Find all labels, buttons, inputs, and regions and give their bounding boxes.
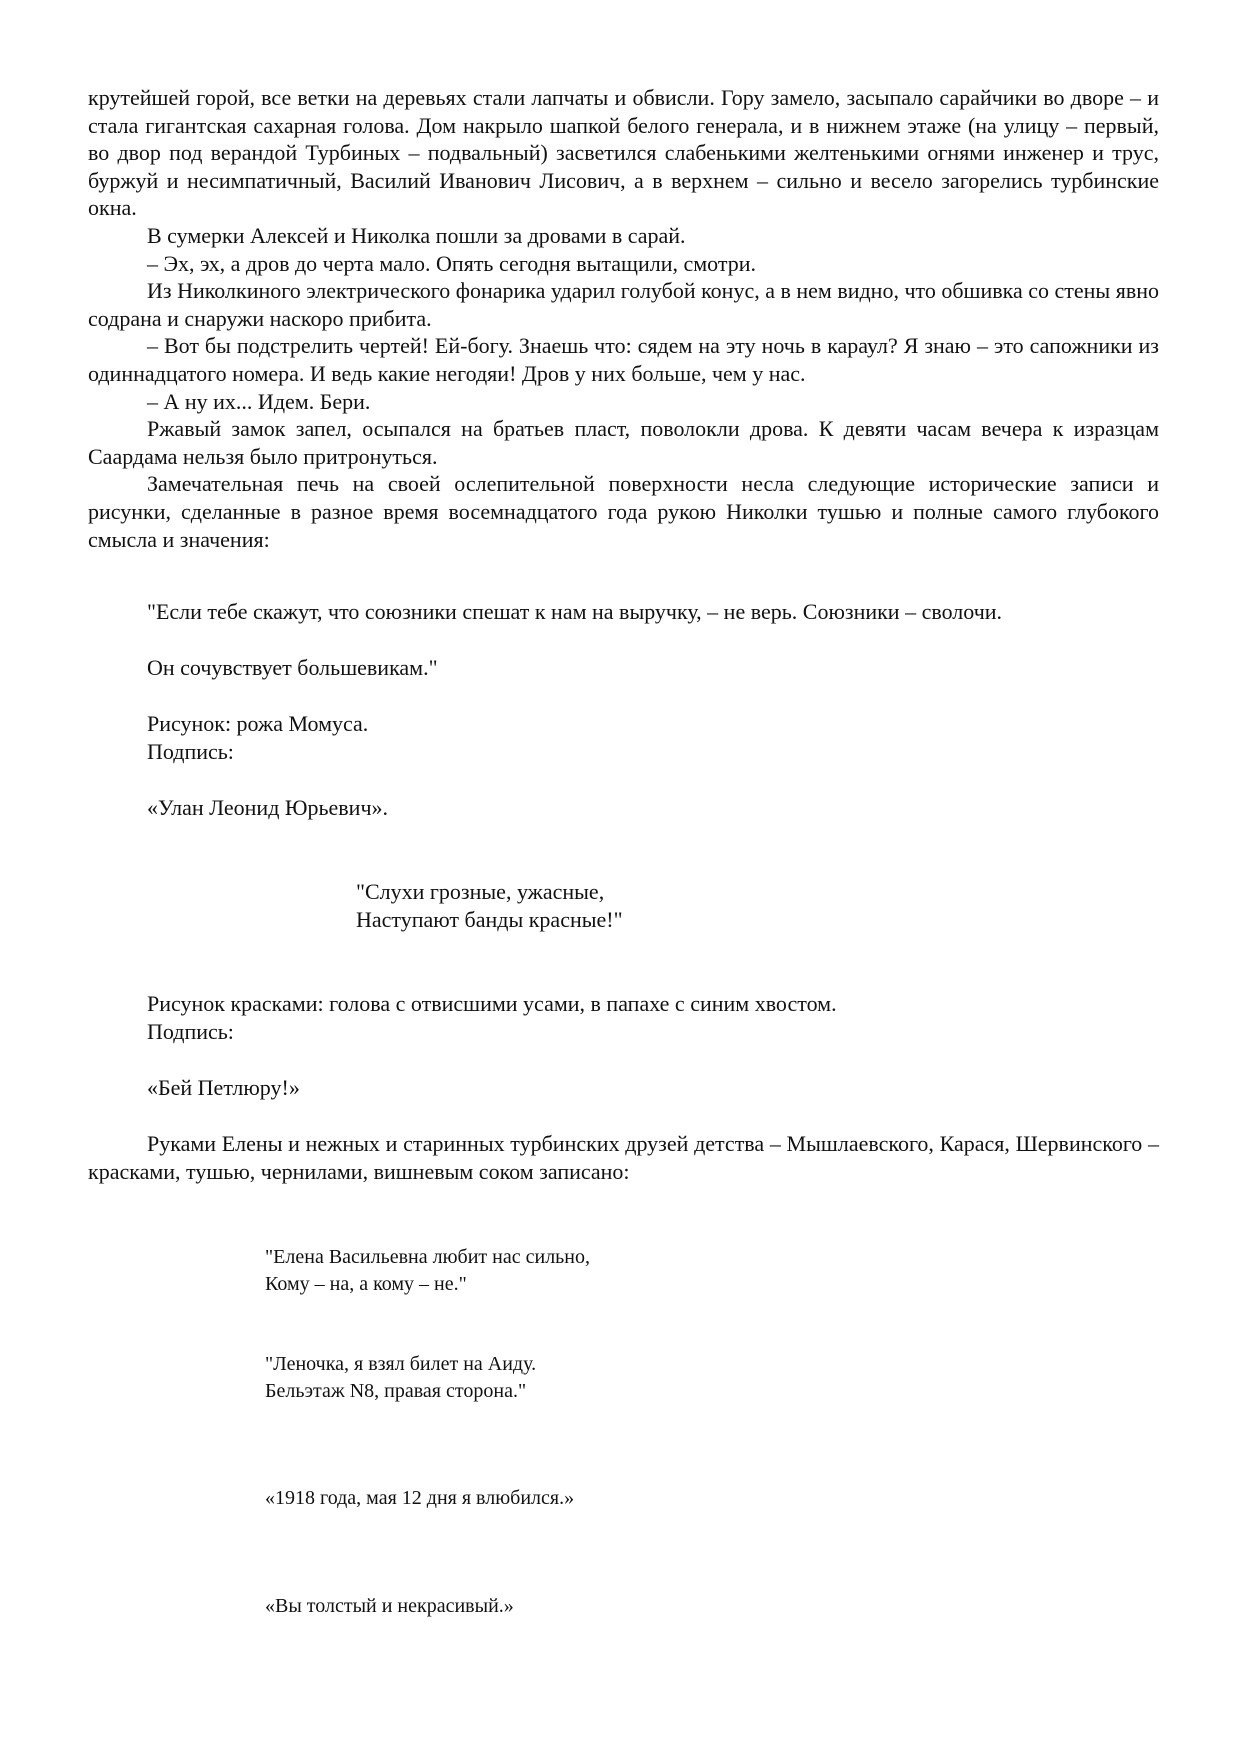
note-in-love: «1918 года, мая 12 дня я влюбился.» <box>265 1487 575 1509</box>
paragraph-stove: Замечательная печь на своей ослепительной поверхности несла следующие исторические записи и рисунки, сделанные в разное время восемнадцатого года рукою Николки тушью и полные самого глубокого смысла и значения: <box>88 471 1159 552</box>
caption-label-1: Подпись: <box>147 739 234 764</box>
note-aida <box>265 1351 536 1405</box>
paragraph-firewood: – Эх, эх, а дров до черта мало. Опять сегодня вытащили, смотри. <box>147 250 757 276</box>
note-aida-line-2: Бельэтаж N8, правая сторона." <box>265 1380 527 1402</box>
narrative-top <box>88 84 1159 553</box>
paragraph-flashlight: Из Николкиного электрического фонарика ударил голубой конус, а в нем видно, что обшивка со стены явно содрана и снаружи наскоро прибита. <box>88 278 1159 331</box>
caption-label-2: Подпись: <box>147 1019 234 1044</box>
note-elena <box>265 1244 590 1298</box>
paragraph-dusk: В сумерки Алексей и Николка пошли за дровами в сарай. <box>147 222 686 248</box>
paragraph-shoemakers: – Вот бы подстрелить чертей! Ей-богу. Знаешь что: сядем на эту ночь в караул? Я знаю – это сапожники из одиннадцатого номера. И ведь какие негодяи! Дров у них больше, чем у нас. <box>88 333 1159 386</box>
paragraph-snow: крутейшей горой, все ветки на деревьях стали лапчаты и обвисли. Гору замело, засыпало сарайчики во дворе – и стала гигантская сахарная голова. Дом накрыло шапкой белого генерала, и в нижнем этаже (на улицу – первый, во двор под верандой Турбиных – подвальный) засветился слабенькими желтенькими огнями инженер и трус, буржуй и несимпатичный, Василий Иванович Лисович, а в верхнем – сильно и весело загорелись турбинские окна. <box>88 85 1159 221</box>
note-elena-line-2: Кому – на, а кому – не." <box>265 1273 467 1295</box>
paragraph-friends: Руками Елены и нежных и старинных турбинских друзей детства – Мышлаевского, Карася, Шервинского – красками, тушью, чернилами, вишневым соком записано: <box>88 1131 1159 1184</box>
drawing-paint: Рисунок красками: голова с отвисшими усами, в папахе с синим хвостом. <box>147 991 837 1016</box>
note-fat-ugly: «Вы толстый и некрасивый.» <box>265 1595 514 1617</box>
inscription-ulan: «Улан Леонид Юрьевич». <box>147 795 389 820</box>
narrative-bottom <box>88 1130 1159 1185</box>
inscription-bolsheviks: Он сочувствует большевикам." <box>147 655 438 680</box>
inscription-allies: "Если тебе скажут, что союзники спешат к нам на выручку, – не верь. Союзники – сволочи. <box>147 599 1003 624</box>
paragraph-lets-go: – А ну их... Идем. Бери. <box>147 388 371 414</box>
inscription-petlura: «Бей Петлюру!» <box>147 1075 300 1100</box>
drawing-momus: Рисунок: рожа Момуса. <box>147 711 369 736</box>
note-elena-line-1: "Елена Васильевна любит нас сильно, <box>265 1246 590 1268</box>
note-aida-line-1: "Леночка, я взял билет на Аиду. <box>265 1353 537 1375</box>
paragraph-rusty-lock: Ржавый замок запел, осыпался на братьев пласт, поволокли дрова. К девяти часам вечера к изразцам Саардама нельзя было притронуться. <box>88 416 1159 469</box>
verse-line-2: Наступают банды красные!" <box>356 907 623 932</box>
verse-rumors <box>356 878 623 934</box>
verse-line-1: "Слухи грозные, ужасные, <box>356 879 605 904</box>
